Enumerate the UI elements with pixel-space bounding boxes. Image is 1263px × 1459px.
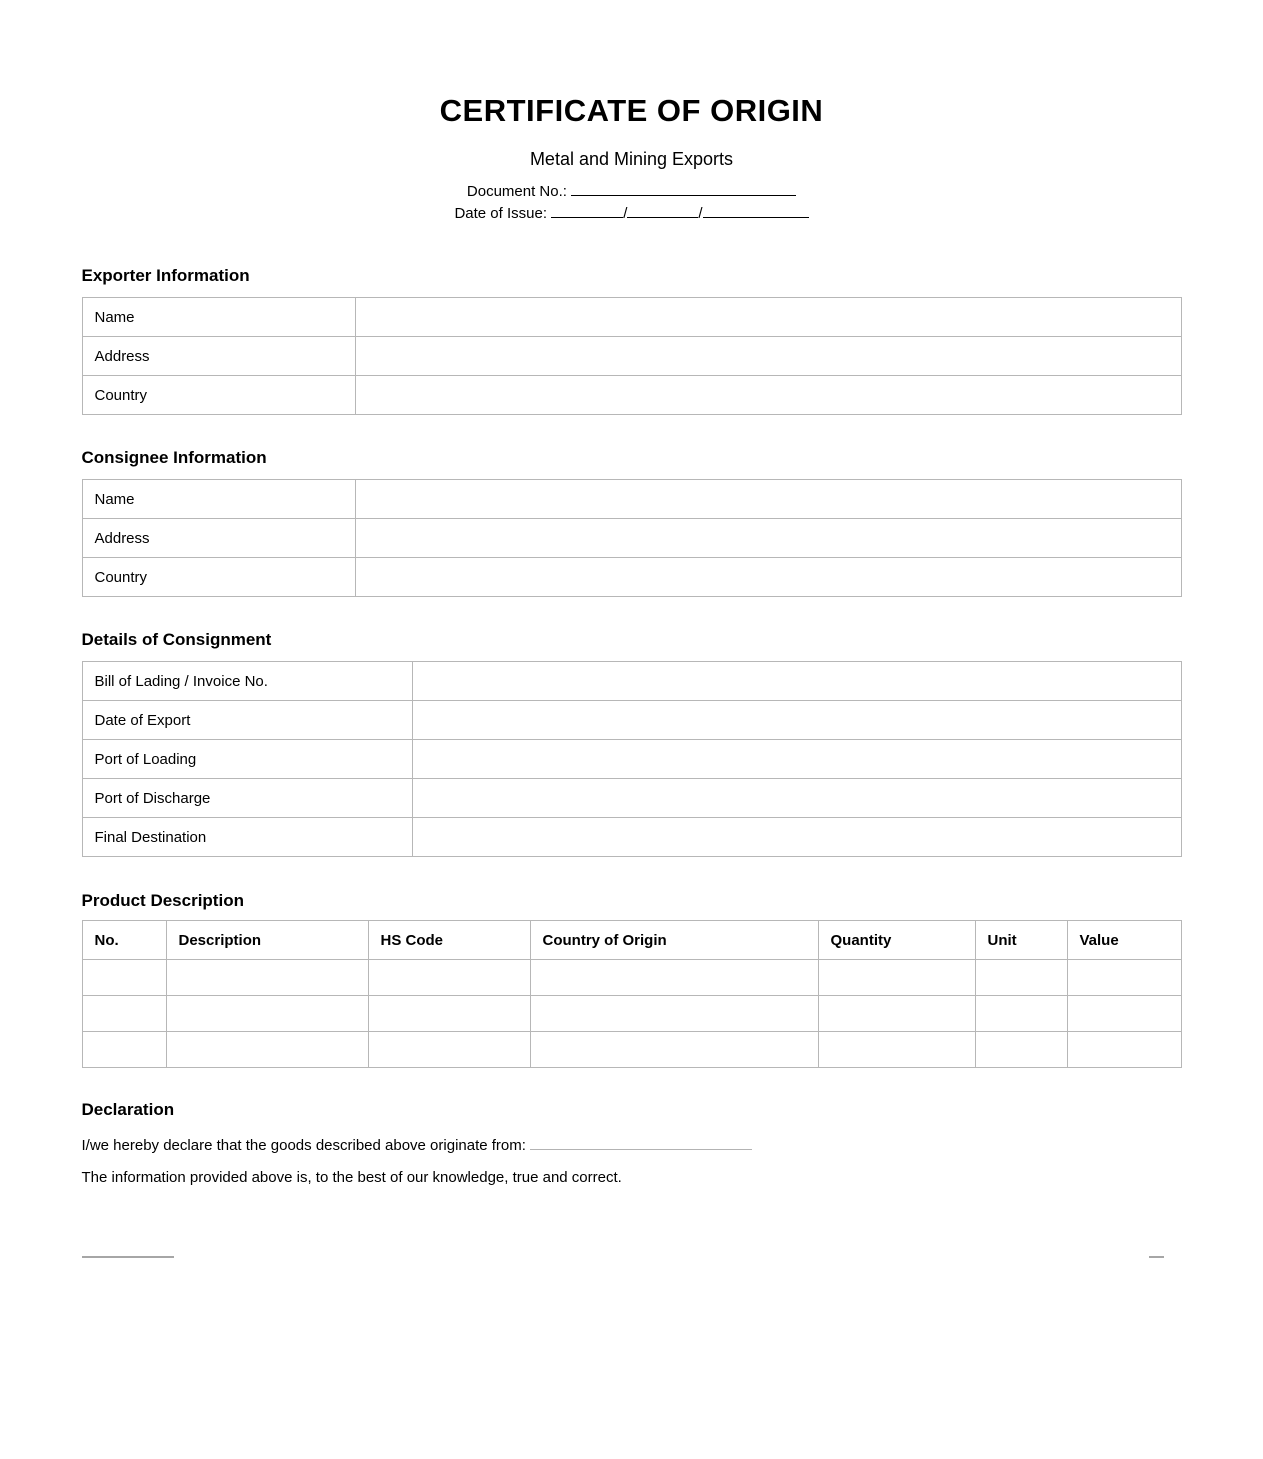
table-row [82,960,1181,996]
product-cell[interactable] [975,960,1067,996]
date-of-issue-row [82,203,1182,225]
exporter-name-field[interactable] [355,298,1181,337]
certificate-content [82,0,1182,1188]
table-row [82,298,1181,337]
date-line[interactable] [1149,1256,1164,1258]
column-header-quantity: Quantity [818,921,975,960]
products-section-heading: Product Description [81,891,244,910]
exporter-address-field[interactable] [355,337,1181,376]
exporter-table [82,297,1182,415]
product-cell[interactable] [1067,960,1181,996]
product-cell[interactable] [530,960,818,996]
product-cell[interactable] [1067,1032,1181,1068]
table-row [82,779,1181,818]
consignee-section-heading: Consignee Information [81,448,267,467]
column-header-no: No. [82,921,166,960]
table-row [82,1032,1181,1068]
exporter-name-label: Name [82,298,355,337]
exporter-country-label: Country [82,376,355,415]
consignment-table [82,661,1182,857]
column-header-country-of-origin: Country of Origin [530,921,818,960]
exporter-country-field[interactable] [355,376,1181,415]
product-cell[interactable] [166,996,368,1032]
declaration-origin-statement [82,1136,1182,1156]
column-header-value: Value [1067,921,1181,960]
consignee-address-label: Address [82,519,355,558]
port-of-discharge-label: Port of Discharge [82,779,412,818]
table-row [82,337,1181,376]
date-separator: / [623,205,628,222]
table-row [82,480,1181,519]
product-cell[interactable] [530,996,818,1032]
products-header-row [82,921,1181,960]
origin-field[interactable] [530,1138,752,1150]
certificate-title: CERTIFICATE OF ORIGIN [439,93,824,128]
column-header-hs-code: HS Code [368,921,530,960]
product-cell[interactable] [975,1032,1067,1068]
product-cell[interactable] [368,960,530,996]
document-no-label: Document No.: [466,183,567,200]
product-cell[interactable] [166,960,368,996]
declaration-section-heading: Declaration [81,1100,175,1119]
port-of-discharge-field[interactable] [412,779,1181,818]
product-cell[interactable] [1067,996,1181,1032]
table-row [82,740,1181,779]
date-of-export-label: Date of Export [82,701,412,740]
table-row [82,701,1181,740]
document-no-field[interactable] [571,183,796,196]
product-cell[interactable] [82,960,166,996]
column-header-unit: Unit [975,921,1067,960]
table-row [82,662,1181,701]
origin-statement-text: I/we hereby declare that the goods described above originate from: [81,1137,526,1154]
consignee-table [82,479,1182,597]
port-of-loading-field[interactable] [412,740,1181,779]
declaration-truth-statement: The information provided above is, to the best of our knowledge, true and correct. [81,1169,622,1186]
date-of-issue-field-3[interactable] [703,205,809,218]
consignment-section-heading: Details of Consignment [81,630,272,649]
consignee-name-label: Name [82,480,355,519]
product-cell[interactable] [818,1032,975,1068]
date-of-export-field[interactable] [412,701,1181,740]
exporter-section-heading: Exporter Information [81,266,250,285]
date-of-issue-label: Date of Issue: [454,205,548,222]
table-row [82,558,1181,597]
product-cell[interactable] [818,996,975,1032]
product-cell[interactable] [82,1032,166,1068]
document-no-row [82,181,1182,203]
certificate-header [82,0,1182,225]
consignee-address-field[interactable] [355,519,1181,558]
column-header-description: Description [166,921,368,960]
exporter-address-label: Address [82,337,355,376]
table-row [82,519,1181,558]
signature-line[interactable] [82,1256,174,1258]
consignee-name-field[interactable] [355,480,1181,519]
table-row [82,376,1181,415]
date-of-issue-field-1[interactable] [551,205,623,218]
product-cell[interactable] [82,996,166,1032]
bill-of-lading-field[interactable] [412,662,1181,701]
product-cell[interactable] [368,1032,530,1068]
date-separator: / [698,205,703,222]
table-row [82,818,1181,857]
product-cell[interactable] [368,996,530,1032]
certificate-subtitle: Metal and Mining Exports [529,149,734,169]
table-row [82,996,1181,1032]
products-table [82,920,1182,1068]
consignee-country-label: Country [82,558,355,597]
consignee-country-field[interactable] [355,558,1181,597]
final-destination-field[interactable] [412,818,1181,857]
date-of-issue-field-2[interactable] [627,205,698,218]
product-cell[interactable] [975,996,1067,1032]
product-cell[interactable] [530,1032,818,1068]
bill-of-lading-label: Bill of Lading / Invoice No. [82,662,412,701]
product-cell[interactable] [166,1032,368,1068]
port-of-loading-label: Port of Loading [82,740,412,779]
product-cell[interactable] [818,960,975,996]
final-destination-label: Final Destination [82,818,412,857]
